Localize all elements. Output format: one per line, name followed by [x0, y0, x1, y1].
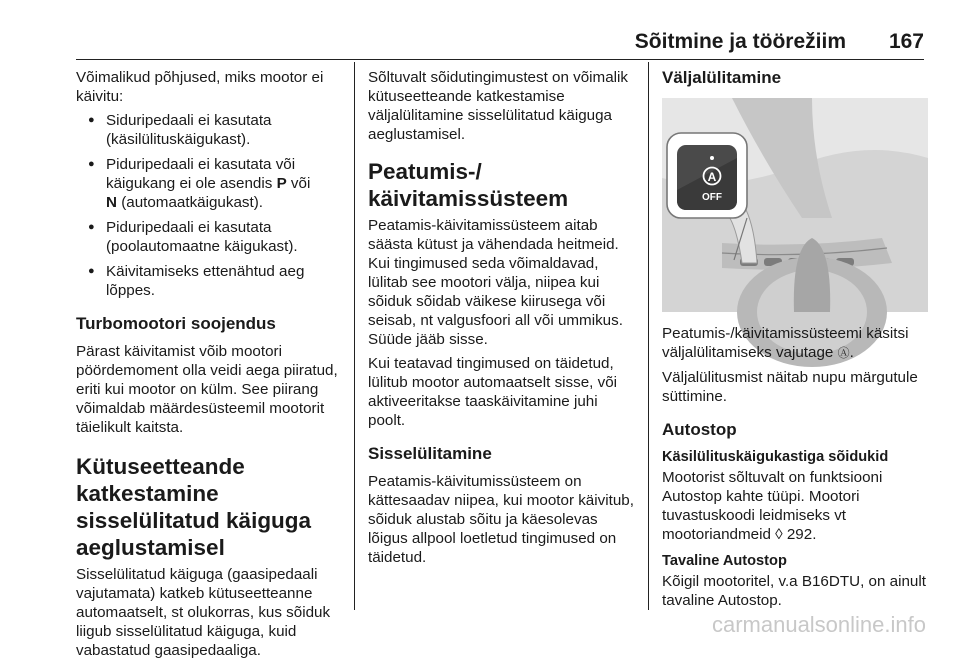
- normal-autostop-heading: Tavaline Autostop: [662, 553, 787, 569]
- stop-start-text-2: Kui teatavad tingimused on täidetud, lülitub mootor automaatselt sisse, või aktiveeritakse taaskäivitamine juhi poolt.: [368, 355, 618, 429]
- deactivation-heading: Väljalülitamine: [662, 68, 782, 87]
- deactivation-text: Peatumis-/käivitamissüsteemi käsitsi väljalülitamiseks vajutage Ⓐ.: [662, 325, 909, 361]
- normal-autostop-text: Kõigil mootoritel, v.a B16DTU, on ainult tavaline Autostop.: [662, 573, 926, 609]
- page-header: [76, 26, 924, 60]
- watermark: carmanualsonline.info: [711, 612, 926, 637]
- column-3: [662, 68, 928, 615]
- fuel-cutoff-continued: Sõltuvalt sõidutingimustest on võimalik kütuseetteande katkestamise väljalülitamine sisselülitatud käiguga aeglustamisel.: [368, 69, 628, 143]
- intro-text: Võimalikud põhjused, miks mootor ei käivitu:: [76, 69, 324, 105]
- stop-start-button-figure: [662, 98, 928, 312]
- fuel-cutoff-heading: Kütuseetteande katkestamine sisselülitatud käiguga aeglustamisel: [76, 454, 312, 560]
- stop-start-heading: Peatumis-/ käivitamissüsteem: [368, 159, 569, 211]
- stop-start-off-icon: Ⓐ: [837, 346, 850, 360]
- button-off-text: OFF: [702, 192, 722, 203]
- activation-text: Peatamis-käivitumissüsteem on kättesaadav niipea, kui mootor käivitub, sõiduk alustab sõitu ja käesolevas lõigus allpool loetletud tingimused on täidetud.: [368, 473, 634, 566]
- column-1: [76, 68, 348, 665]
- bullet-item: ● Piduripedaali ei kasutata (poolautomaatne käigukast).: [76, 218, 348, 256]
- activation-heading: Sisselülitamine: [368, 444, 492, 463]
- deactivation-text-2: Väljalülitusmist näitab nupu märgutule süttimine.: [662, 369, 918, 405]
- autostop-heading: Autostop: [662, 420, 737, 439]
- page-title: Sõitmine ja töörežiim: [634, 30, 846, 53]
- button-symbol-text: A: [707, 170, 717, 184]
- manual-gearbox-text: Mootorist sõltuvalt on funktsiooni Autostop kahte tüüpi. Mootori tuvastuskoodi leidmiseks vt mootoriandmeid ◊ 292.: [662, 469, 883, 543]
- column-divider-2: [648, 62, 649, 610]
- bullet-item: ● Siduripedaali ei kasutata (käsilülituskäigukast).: [76, 111, 348, 149]
- bullet-item: ● Piduripedaali ei kasutata või käigukang ei ole asendis P või N (automaatkäigukast).: [76, 155, 348, 212]
- stop-start-text-1: Peatamis-käivitamissüsteem aitab säästa kütust ja vähendada heitmeid. Kui tingimused seda võimaldavad, lülitab see mootori välja, niipea kui sõiduk sõidab väikese kiirusega või seisab, nt valgusfoori all või ummikus. Süüde jääb sisse.: [368, 217, 623, 348]
- turbo-heading: Turbomootori soojendus: [76, 314, 276, 333]
- page-number: 167: [888, 30, 924, 53]
- page-reference-icon: ◊: [775, 526, 783, 543]
- turbo-text: Pärast käivitamist võib mootori pöördemoment olla veidi aega piiratud, eriti kui mootor on külm. See piirang võimaldab määrdesüsteemil mootorit täielikult kaitsta.: [76, 343, 338, 436]
- fuel-cutoff-text: Sisselülitatud käiguga (gaasipedaali vajutamata) katkeb kütuseetteanne automaatselt, st olukorras, kus sõiduk liigub sisselülitatud käiguga, kuid vabastatud gaasipedaaliga.: [76, 566, 331, 659]
- column-2: [368, 68, 634, 572]
- column-divider-1: [354, 62, 355, 610]
- bullet-item: ● Käivitamiseks ettenähtud aeg lõppes.: [76, 262, 348, 300]
- manual-gearbox-heading: Käsilülituskäigukastiga sõidukid: [662, 449, 889, 465]
